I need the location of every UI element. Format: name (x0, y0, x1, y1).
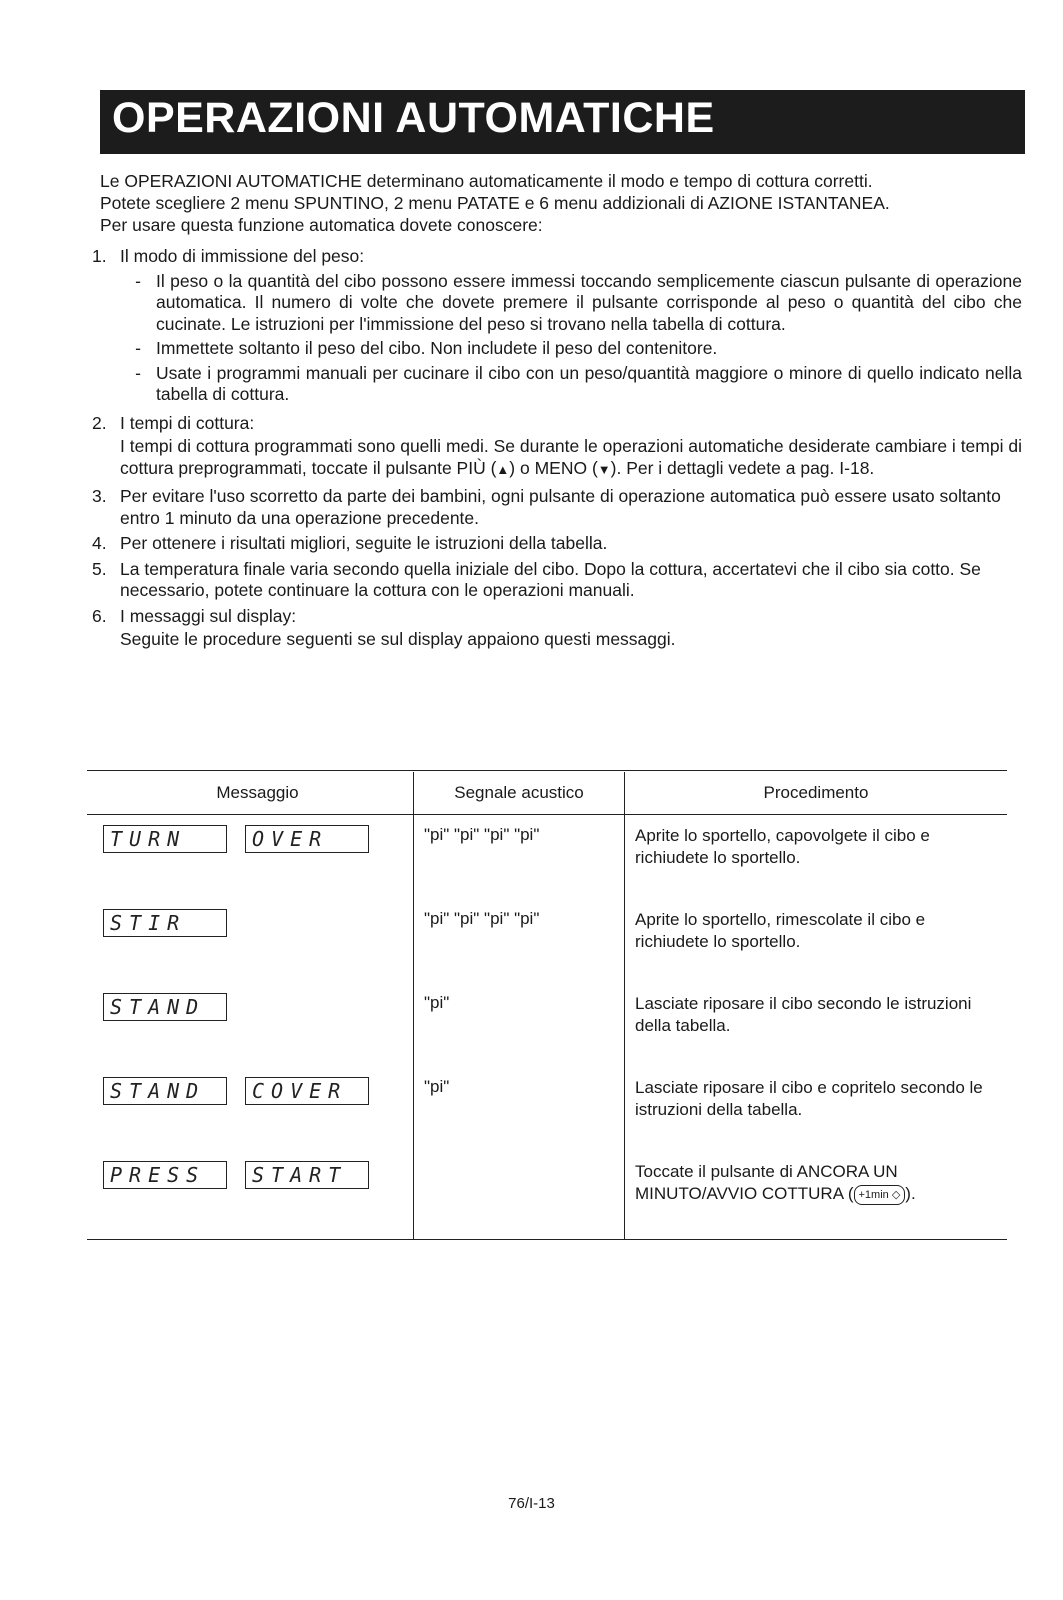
list-number: 6. (92, 605, 107, 626)
column-header: Segnale acustico (414, 772, 625, 815)
list-item (92, 559, 1022, 602)
sub-item: - Immettete soltanto il peso del cibo. Non includete il peso del contenitore. (120, 338, 1022, 360)
list-item-text: I tempi di cottura: (120, 412, 255, 433)
list-item-text: Il modo di immissione del peso: (120, 246, 365, 266)
list-paragraph: Seguite le procedure seguenti se sul display appaiono questi messaggi. (120, 629, 676, 649)
up-arrow-icon: ▲ (496, 461, 510, 477)
display-message: TURN (103, 825, 227, 853)
signal-cell: "pi" (414, 983, 625, 1067)
numbered-list (92, 246, 1022, 657)
sub-item-text: Usate i programmi manuali per cucinare il cibo con un peso/quantità maggiore o minore di quello indicato nella tabella di cottura. (156, 362, 1022, 404)
paragraph-text: ). Per i dettagli vedete a pag. I-18. (610, 457, 875, 478)
paragraph-text: I tempi di cottura programmati sono quelli medi. Se durante le operazioni automatiche desiderate cambiare i tempi di cottura preprogrammati, toccate il pulsante PIÙ ( (120, 436, 1022, 478)
paragraph-text: ) o MENO ( (509, 457, 598, 478)
procedure-cell: Aprite lo sportello, rimescolate il cibo e richiudete lo sportello. (625, 899, 1008, 983)
table-header-row (87, 772, 1007, 815)
list-number: 4. (92, 533, 107, 553)
procedure-cell: Lasciate riposare il cibo secondo le istruzioni della tabella. (625, 983, 1008, 1067)
procedure-cell: Lasciate riposare il cibo e copritelo secondo le istruzioni della tabella. (625, 1067, 1008, 1151)
display-message: START (245, 1161, 369, 1189)
display-message: PRESS (103, 1161, 227, 1189)
intro-line: Per usare questa funzione automatica dovete conoscere: (100, 215, 543, 235)
page-title: OPERAZIONI AUTOMATICHE (112, 94, 715, 142)
display-message: OVER (245, 825, 369, 853)
table-row (87, 1151, 1007, 1240)
procedure-cell: Aprite lo sportello, capovolgete il cibo e richiudete lo sportello. (625, 815, 1008, 900)
sub-item-text: Immettete soltanto il peso del cibo. Non includete il peso del contenitore. (156, 338, 718, 358)
page-number: 76/I-13 (508, 1495, 555, 1512)
list-item-text: La temperatura finale varia secondo quella iniziale del cibo. Dopo la cottura, accertatevi che il cibo sia cotto. Se necessario, potete continuare la cottura con le operazioni manuali. (120, 558, 981, 600)
signal-cell: "pi" "pi" "pi" "pi" (414, 815, 625, 900)
list-item (92, 606, 1022, 653)
list-item-text: Per evitare l'uso scorretto da parte dei bambini, ogni pulsante di operazione automatica può essere usato soltanto entro 1 minuto da una operazione precedente. (120, 486, 1001, 528)
display-message: STAND (103, 1077, 227, 1105)
list-item-text: Per ottenere i risultati migliori, seguite le istruzioni della tabella. (120, 533, 608, 553)
table-row (87, 1067, 1007, 1151)
list-number: 2. (92, 412, 107, 433)
column-header: Procedimento (625, 772, 1008, 815)
sub-item-text: Il peso o la quantità del cibo possono essere immessi toccando semplicemente ciascun pulsante di operazione automatica. Il numero di volte che dovete premere il pulsante corrisponde al peso o quantità del cibo che cucinate. Le istruzioni per l'immissione del peso si trovano nella tabella di cottura. (156, 270, 1022, 334)
messages-table (87, 772, 1007, 1240)
table-row (87, 815, 1007, 900)
column-header: Messaggio (87, 772, 414, 815)
list-paragraph (120, 436, 1022, 480)
intro (100, 170, 1020, 236)
list-item (92, 533, 1022, 555)
display-message: STAND (103, 993, 227, 1021)
table-top-rule (87, 770, 1007, 771)
list-number: 5. (92, 558, 107, 579)
down-arrow-icon: ▼ (597, 461, 611, 477)
signal-cell: "pi" (414, 1067, 625, 1151)
sub-item: - Usate i programmi manuali per cucinare il cibo con un peso/quantità maggiore o minore di quello indicato nella tabella di cottura. (135, 362, 1022, 404)
list-item (92, 413, 1022, 483)
procedure-cell (625, 1151, 1008, 1240)
title-bar (100, 90, 1025, 154)
table-row (87, 983, 1007, 1067)
procedure-text: ). (905, 1184, 916, 1203)
sub-item: - Il peso o la quantità del cibo possono essere immessi toccando semplicemente ciascun pulsante di operazione automatica. Il numero di volte che dovete premere il pulsante corrisponde al peso o quantità del cibo che cucinate. Le istruzioni per l'immissione del peso si trovano nella tabella di cottura. (135, 270, 1022, 334)
procedure-text: Toccate il pulsante di ANCORA UN MINUTO/AVVIO COTTURA ( (635, 1162, 898, 1203)
start-key-icon: +1min ◇ (854, 1185, 906, 1205)
list-item (92, 246, 1022, 409)
display-message: STIR (103, 909, 227, 937)
list-number: 3. (92, 486, 107, 506)
list-item (92, 486, 1022, 529)
signal-cell: "pi" "pi" "pi" "pi" (414, 899, 625, 983)
list-number: 1. (92, 246, 107, 266)
intro-line: Potete scegliere 2 menu SPUNTINO, 2 menu PATATE e 6 menu addizionali di AZIONE ISTANTANEA. (100, 193, 890, 213)
list-item-text: I messaggi sul display: (120, 605, 297, 626)
signal-cell (414, 1151, 625, 1240)
display-message: COVER (245, 1077, 369, 1105)
table-row (87, 899, 1007, 983)
intro-line: Le OPERAZIONI AUTOMATICHE determinano automaticamente il modo e tempo di cottura corretti. (100, 171, 873, 191)
